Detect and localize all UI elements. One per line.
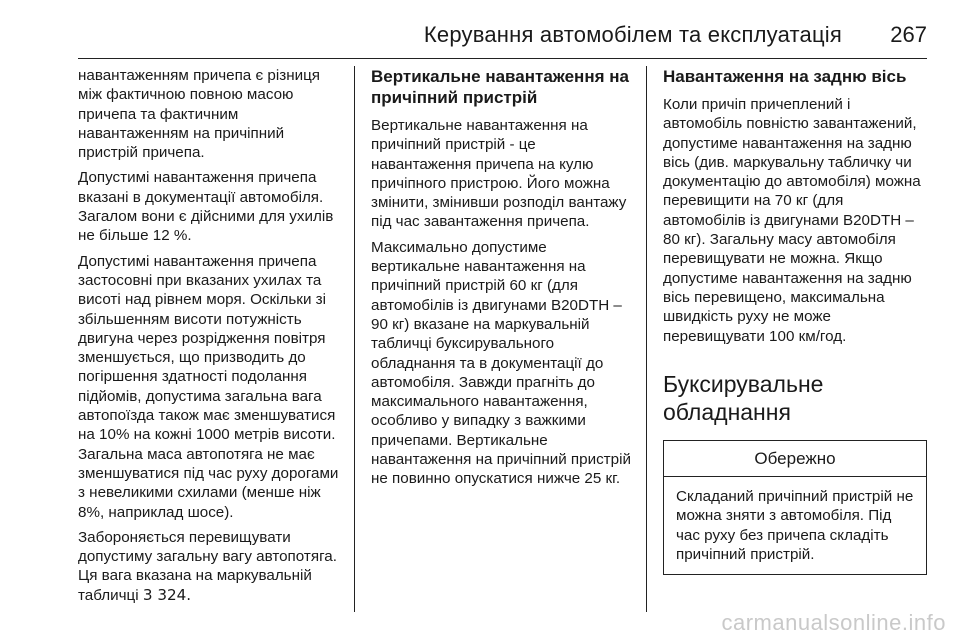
column-1 [78,66,346,611]
paragraph [78,528,346,605]
paragraph: Коли причіп причеплений і автомобіль повністю завантажений, допустиме навантаження на задню вісь (див. маркувальну табличку чи документацію до автомобіля) можна перевищити на 70 кг (для автомобілів із двигунами B20DTH – 80 кг). Загальну масу автомобіля перевищувати не можна. Якщо допустиме навантаження на задню вісь перевищено, максимальна швидкість руху не може перевищувати 100 км/год. [663,96,921,345]
paragraph: Допустимі навантаження причепа застосовні при вказаних ухилах та висоті над рівнем моря. Оскільки зі збільшенням висоти потужність двигуна через розрідження повітря зменшується, що призводить до погіршення здатності подолання підйомів, допустима загальна вага автопоїзда також має зменшуватися на 10% на кожні 1000 метрів висоти. Загальна маса автопотяга не має зменшуватися під час руху дорогами з невеликими схилами (менше ніж 8%, наприклад шосе). [78,252,339,521]
paragraph: Максимально допустиме вертикальне навантаження на причіпний пристрій 60 кг (для автомобілів із двигунами B20DTH – 90 кг) вказане на маркувальній табличці буксирувального обладнання та в документації до автомобіля. Завжди прагніть до максимального навантаження, особливо у випадку з важкими причепами. Вертикальне навантаження на причіпний пристрій не повинно опускатися нижче 25 кг. [371,238,631,488]
warning-text: Складаний причіпний пристрій не можна зняти з автомобіля. Під час руху без причепа складіть причіпний пристрій. [676,488,914,564]
warning-title: Обережно [664,441,926,477]
page-number: 267 [890,22,927,47]
warning-box [663,440,927,575]
chapter-heading: Буксирувальне обладнання [663,370,824,425]
section-heading: Навантаження на задню вісь [663,67,907,86]
paragraph-text: Забороняється перевищувати допустиму загальну вагу автопотяга. Ця вага вказана на маркувальній табличці [78,528,337,604]
watermark: carmanualsonline.info [721,610,946,635]
page-header [0,0,960,58]
column-divider [646,66,647,612]
page-reference-link[interactable]: 3 324. [142,585,192,604]
paragraph: Вертикальне навантаження на причіпний пристрій - це навантаження причепа на кулю причіпного пристрою. Його можна змінити, змінивши розподіл вантажу під час завантаження причепа. [371,117,627,231]
paragraph: навантаженням причепа є різниця між фактичною повною масою причепа та фактичним навантаженням на причіпний пристрій причепа. [78,67,321,162]
paragraph: Допустимі навантаження причепа вказані в документації автомобіля. Загалом вони є дійсними для ухилів не більше 12 %. [78,169,334,245]
column-divider [354,66,355,612]
section-heading: Вертикальне навантаження на причіпний пристрій [371,67,629,107]
column-2 [371,66,633,495]
column-3 [663,66,927,575]
page-title: Керування автомобілем та експлуатація [423,22,842,47]
header-rule [78,58,927,59]
